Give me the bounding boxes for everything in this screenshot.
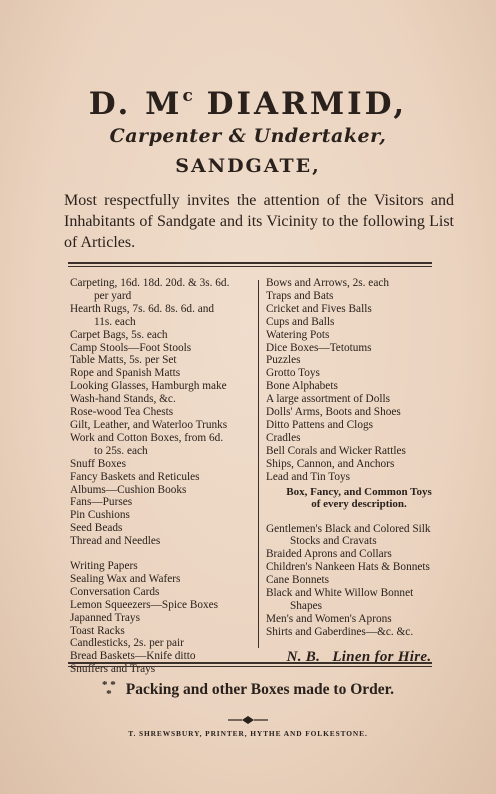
list-item-text: Watering Pots [266, 328, 330, 341]
list-item-text: Rose-wood Tea Chests [70, 406, 174, 419]
list-item-continuation: to 25s. each [94, 444, 148, 457]
left-group-2 [70, 560, 252, 676]
ornament-icon [228, 715, 268, 725]
list-item-text: Albums—Cushion Books [70, 483, 187, 496]
list-item [70, 380, 252, 393]
list-item-text: Carpeting, 16d. 18d. 20d. & 3s. 6d. [70, 277, 230, 289]
list-item-text: Cricket and Fives Balls [266, 302, 372, 315]
list-item-text: Shirts and Gaberdines—&c. &c. [266, 625, 414, 638]
list-item-text: Puzzles [266, 354, 301, 367]
list-item-continuation: 11s. each [94, 315, 136, 328]
list-item-text: Carpet Bags, 5s. each [70, 328, 168, 341]
list-item [70, 586, 252, 599]
name-rest: DIARMID, [206, 86, 408, 122]
list-item [70, 342, 252, 355]
list-item [266, 303, 452, 316]
asterism-icon [102, 681, 116, 699]
list-item [266, 548, 452, 561]
list-item [266, 587, 452, 613]
list-item-text: Sealing Wax and Wafers [70, 572, 181, 585]
list-item [70, 367, 252, 380]
list-item [266, 419, 452, 432]
list-item-text: Lemon Squeezers—Spice Boxes [70, 598, 219, 611]
list-item-text: Looking Glasses, Hamburgh make [70, 380, 227, 393]
list-item-text: Table Matts, 5s. per Set [70, 354, 177, 367]
list-item [70, 535, 252, 548]
list-item-text: Thread and Needles [70, 535, 161, 548]
list-item [266, 406, 452, 419]
list-item-text: Cradles [266, 431, 301, 444]
list-item-text: Pin Cushions [70, 509, 130, 522]
left-column [70, 277, 252, 676]
list-item [266, 445, 452, 458]
list-item [70, 329, 252, 342]
list-item [70, 637, 252, 650]
list-item-text: Japanned Trays [70, 611, 140, 624]
list-item [266, 290, 452, 303]
list-item-text: Bone Alphabets [266, 380, 338, 393]
list-item-text: Work and Cotton Boxes, from 6d. [70, 431, 224, 444]
packing-line [0, 680, 496, 700]
top-rule [68, 262, 432, 267]
list-item-text: Fancy Baskets and Reticules [70, 470, 200, 483]
list-item [70, 573, 252, 586]
right-column [266, 277, 452, 664]
list-item [70, 509, 252, 522]
list-item-text: Black and White Willow Bonnet [266, 587, 414, 600]
list-item [266, 432, 452, 445]
list-item [266, 471, 452, 484]
list-item [70, 612, 252, 625]
right-gap [266, 511, 452, 523]
list-item [266, 354, 452, 367]
town-line: SANDGATE, [175, 155, 321, 177]
list-item [70, 277, 252, 303]
list-item-text: Bread Baskets—Knife ditto [70, 650, 196, 663]
list-item [266, 613, 452, 626]
list-item-text: Braided Aprons and Collars [266, 548, 392, 561]
list-item [70, 393, 252, 406]
toys-note-line-2: of every description. [311, 498, 407, 510]
list-item [70, 496, 252, 509]
list-item-text: Bell Corals and Wicker Rattles [266, 444, 406, 457]
asterism-top: * * [102, 679, 116, 692]
list-item-text: Hearth Rugs, 7s. 6d. 8s. 6d. and [70, 302, 215, 315]
list-item [266, 329, 452, 342]
list-item-text: Camp Stools—Foot Stools [70, 341, 192, 354]
column-divider [258, 280, 259, 648]
list-item [70, 458, 252, 471]
list-item-text: Toast Racks [70, 624, 125, 637]
list-item-text: Traps and Bats [266, 289, 334, 302]
list-item-text: Bows and Arrows, 2s. each [266, 277, 389, 289]
list-item-text: Men's and Women's Aprons [266, 612, 392, 625]
list-item [70, 471, 252, 484]
list-item-text: A large assortment of Dolls [266, 393, 391, 406]
list-item [70, 432, 252, 458]
list-item-text: Conversation Cards [70, 585, 160, 598]
list-item [266, 380, 452, 393]
list-item-continuation: Stocks and Cravats [290, 535, 377, 548]
name-superscript: c [182, 86, 193, 106]
toys-note [266, 486, 452, 511]
list-item [266, 393, 452, 406]
list-item-text: Writing Papers [70, 560, 138, 573]
list-item [266, 277, 452, 290]
list-item-text: Grotto Toys [266, 367, 320, 380]
left-gap [70, 548, 252, 560]
list-item-text: Ditto Pattens and Clogs [266, 418, 374, 431]
list-item [70, 406, 252, 419]
list-item [266, 367, 452, 380]
list-item-text: Fans—Purses [70, 496, 133, 509]
asterism-bottom: * [106, 688, 112, 701]
nb-prefix: N. B. [286, 648, 321, 665]
toys-note-line-1: Box, Fancy, and Common Toys [286, 485, 432, 498]
name-prefix: D. M [88, 86, 183, 122]
proprietor-name [0, 78, 496, 122]
list-item-continuation: Shapes [290, 599, 323, 612]
left-group-1 [70, 277, 252, 548]
packing-text: Packing and other Boxes made to Order. [125, 681, 394, 698]
list-item-text: Wash-hand Stands, &c. [70, 393, 176, 406]
list-item [70, 419, 252, 432]
list-item-text: Children's Nankeen Hats & Bonnets [266, 561, 430, 574]
list-item-text: Snuffers and Trays [70, 663, 156, 676]
list-item [266, 316, 452, 329]
bottom-rule [68, 662, 432, 667]
list-item [70, 599, 252, 612]
list-item-text: Cane Bonnets [266, 574, 330, 587]
list-item [266, 342, 452, 355]
list-item-text: Lead and Tin Toys [266, 470, 351, 483]
list-item-text: Dice Boxes—Tetotums [266, 341, 372, 354]
list-item-text: Gilt, Leather, and Waterloo Trunks [70, 418, 228, 431]
list-item [70, 522, 252, 535]
list-item [266, 523, 452, 549]
printer-imprint: T. SHREWSBURY, PRINTER, HYTHE AND FOLKESTONE. [128, 729, 368, 738]
list-item [266, 561, 452, 574]
list-item-text: Candlesticks, 2s. per pair [70, 637, 184, 650]
intro-paragraph: Most respectfully invites the attention of the Visitors and Inhabitants of Sandgate and its Vicinity to the following List of Articles. [64, 192, 454, 251]
list-item-text: Rope and Spanish Matts [70, 367, 181, 380]
list-item-text: Dolls' Arms, Boots and Shoes [266, 406, 401, 419]
list-item [266, 626, 452, 639]
list-item [70, 484, 252, 497]
list-item [70, 560, 252, 573]
right-group-1 [266, 277, 452, 484]
list-item-text: Seed Beads [70, 522, 123, 535]
list-item-continuation: per yard [94, 289, 132, 302]
list-item [266, 574, 452, 587]
list-item [70, 625, 252, 638]
header [0, 78, 496, 178]
list-item-text: Snuff Boxes [70, 457, 126, 470]
list-item-text: Gentlemen's Black and Colored Silk [266, 522, 431, 535]
list-item [70, 354, 252, 367]
list-item [266, 458, 452, 471]
list-item [70, 303, 252, 329]
list-item-text: Cups and Balls [266, 315, 335, 328]
trade-line: Carpenter & Undertaker, [109, 125, 387, 147]
list-item-text: Ships, Cannon, and Anchors [266, 457, 395, 470]
right-group-2 [266, 523, 452, 639]
nb-text: Linen for Hire. [332, 648, 432, 665]
